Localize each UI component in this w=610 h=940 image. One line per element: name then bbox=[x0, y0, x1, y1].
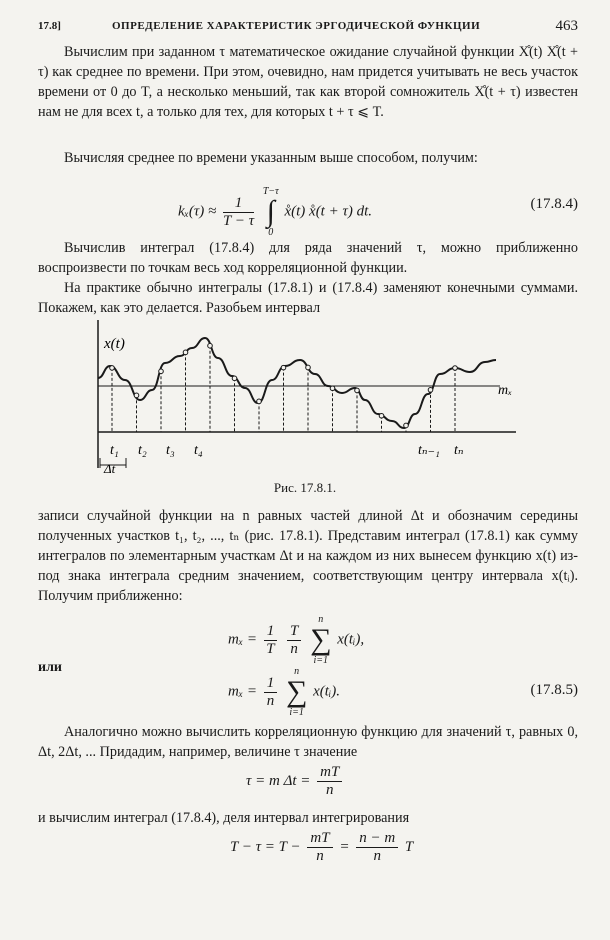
word-or: или bbox=[38, 660, 62, 675]
eq-rhs: x̊(t) x̊(t + τ) dt. bbox=[284, 203, 373, 220]
paragraph-3: Вычислив интеграл (17.8.4) для ряда значений τ, можно приближенно воспроизвести по точкам весь ход корреляционной функции. bbox=[38, 240, 578, 276]
midpoint-marker bbox=[134, 393, 139, 398]
tick-label-t1: t₁ bbox=[110, 443, 119, 458]
equation-number: (17.8.5) bbox=[530, 682, 578, 698]
midpoint-marker bbox=[428, 388, 433, 393]
dt-label: Δt bbox=[104, 461, 116, 476]
midpoint-marker bbox=[453, 366, 458, 371]
tick-label-tn: tₙ bbox=[454, 443, 464, 458]
paragraph-5: записи случайной функции на n равных частей длиной Δt и обозначим середины полученных участков t₁, t₂, ..., tₙ (рис. 17.8.1). Представим интеграл (17.8.1) как сумму интегралов по элементарным участкам Δt и на каждом из них вынесем функцию x(t) из-под знака интеграла средним значением, соответствующим центру интервала x(tᵢ). Получим приближенно: bbox=[38, 508, 578, 604]
equation-17-8-4 bbox=[38, 172, 578, 238]
midpoint-marker bbox=[404, 423, 409, 428]
midpoint-marker bbox=[232, 376, 237, 381]
midpoint-marker bbox=[183, 350, 188, 355]
eq-fraction: $\frac{1}{T - \tau}$ bbox=[223, 194, 255, 229]
midpoint-marker bbox=[330, 386, 335, 391]
integral-sign: T−τ ∫ 0 bbox=[262, 186, 279, 238]
tick-label-t3: t₃ bbox=[166, 443, 175, 458]
section-number: 17.8] bbox=[38, 20, 61, 32]
figure-random-function-plot bbox=[0, 318, 610, 478]
midpoint-marker bbox=[379, 413, 384, 418]
midpoint-marker bbox=[208, 343, 213, 348]
paragraph-2: Вычисляя среднее по времени указанным выше способом, получим: bbox=[64, 150, 478, 166]
sum-sign: n ∑ i=1 bbox=[310, 614, 332, 666]
paragraph-7: и вычислим интеграл (17.8.4), деля интервал интегрирования bbox=[38, 810, 410, 826]
midpoint-marker bbox=[306, 365, 311, 370]
paragraph-6: Аналогично можно вычислить корреляционную функцию для значений τ, равных 0, Δt, 2Δt, ... Придадим, например, величине τ значение bbox=[38, 724, 578, 760]
y-axis-label: x(t) bbox=[104, 336, 125, 352]
tick-label-t4: t₄ bbox=[194, 443, 203, 458]
ordinate-lines bbox=[112, 346, 455, 432]
tick-label-tn-1: tₙ₋₁ bbox=[418, 443, 440, 458]
midpoint-marker bbox=[355, 388, 360, 393]
random-function-curve bbox=[98, 338, 496, 428]
figure-caption: Рис. 17.8.1. bbox=[273, 480, 337, 495]
equation-mean-1: mₓ = $\frac{1}{T}$ $\frac{T}{n}$ n ∑ i=1 x(tᵢ), bbox=[228, 614, 365, 666]
midpoint-marker bbox=[159, 369, 164, 374]
eq-lhs: kₓ(τ) ≈ bbox=[178, 203, 217, 220]
equation-tau: τ = m Δt = $\frac{mT}{n}$ bbox=[38, 764, 578, 804]
midpoint-marker bbox=[281, 365, 286, 370]
mean-label: mₓ bbox=[498, 383, 513, 398]
midpoint-marker bbox=[110, 366, 115, 371]
equation-t-minus-tau: T − τ = T − $\frac{mT}{n}$ = $\frac{n - m}{n}$ T bbox=[230, 830, 414, 864]
equation-17-8-5: mₓ = $\frac{1}{n}$ n ∑ i=1 x(tᵢ). (17.8.5) bbox=[228, 666, 578, 718]
page-number: 463 bbox=[555, 18, 578, 34]
paragraph-1: Вычислим при заданном τ математическое ожидание случайной функции X̊(t) X̊(t + τ) как среднее по времени. При этом, очевидно, нам придется учитывать не весь участок времени от 0 до T, а несколько меньший, так как второй сомножитель X̊(t + τ) известен нам не для всех t, а только для тех, для которых t + τ ⩽ T. bbox=[38, 44, 578, 120]
paragraph-4: На практике обычно интегралы (17.8.1) и (17.8.4) заменяют конечными суммами. Покажем, как это делается. Разобьем интервал bbox=[38, 280, 578, 316]
chapter-title: ОПРЕДЕЛЕНИЕ ХАРАКТЕРИСТИК ЭРГОДИЧЕСКОЙ ФУНКЦИИ bbox=[112, 20, 481, 32]
midpoint-marker bbox=[257, 399, 262, 404]
tick-label-t2: t₂ bbox=[138, 443, 147, 458]
equation-number: (17.8.4) bbox=[530, 196, 578, 212]
sum-sign: n ∑ i=1 bbox=[285, 666, 308, 718]
